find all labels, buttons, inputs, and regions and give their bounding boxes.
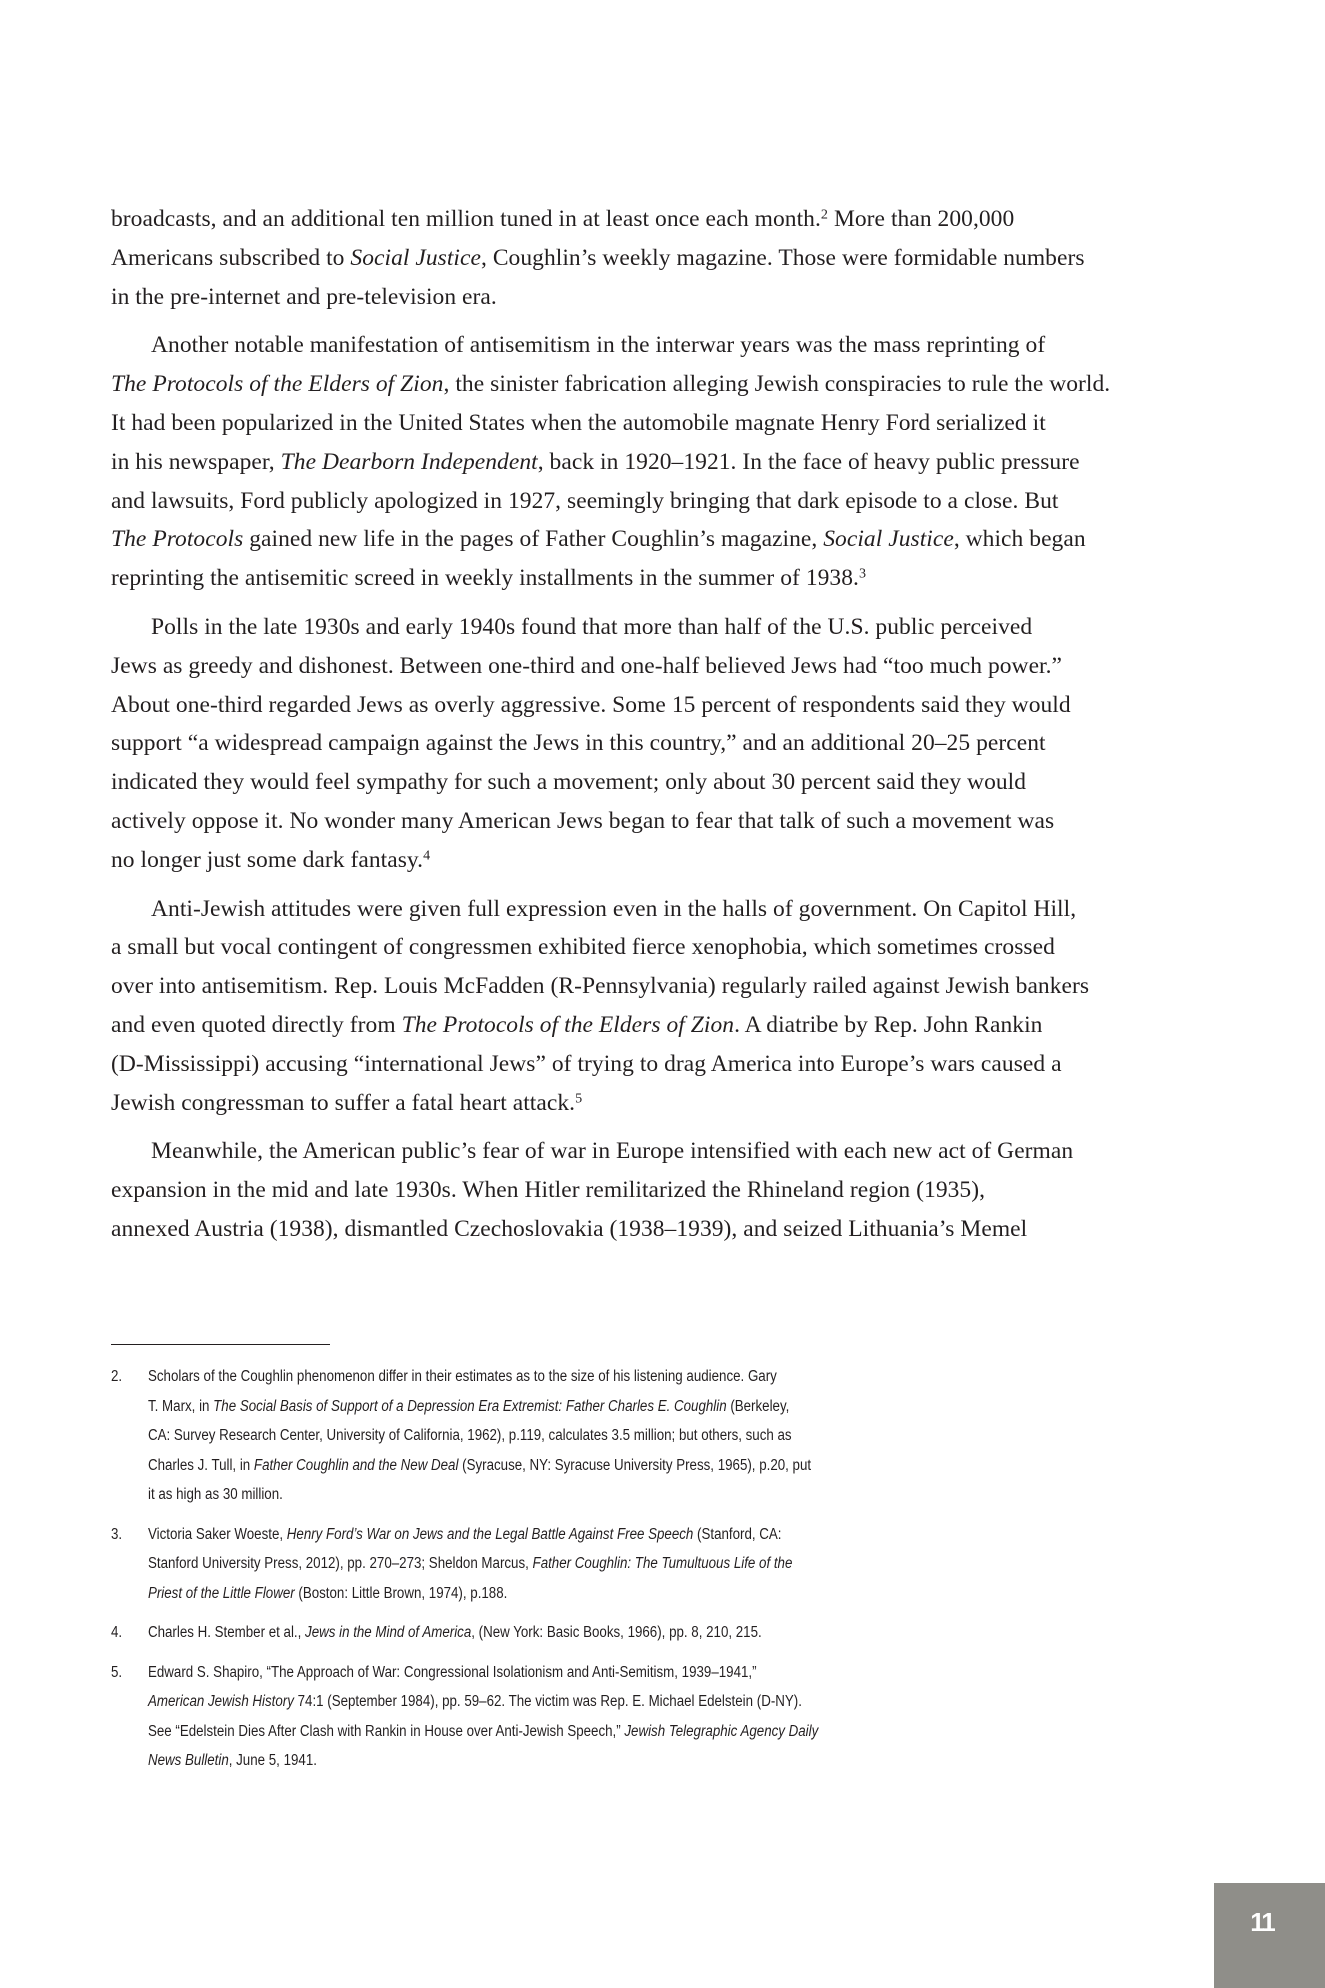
text-line: [111, 278, 1211, 317]
text-run: annexed Austria (1938), dismantled Czechoslovakia (1938–1939), and seized Lithuania’s Memel: [111, 1215, 1028, 1242]
text-run: reprinting the antisemitic screed in weekly installments in the summer of 1938.: [111, 565, 859, 592]
text-run: (Berkeley,: [726, 1397, 790, 1415]
body-text: [111, 200, 1211, 1259]
footnote-reference: 3: [858, 565, 867, 582]
text-line: [111, 1210, 1211, 1249]
footnote-line: [148, 1618, 885, 1648]
text-line: [111, 890, 1211, 929]
page-number: 11: [1250, 1907, 1274, 1937]
text-run: in his newspaper,: [111, 448, 281, 475]
footnote-line: [148, 1421, 885, 1451]
footnote-line: [148, 1451, 885, 1481]
text-run: More than 200,000: [828, 206, 1015, 232]
text-line: [111, 967, 1211, 1006]
text-run: indicated they would feel sympathy for such a movement; only about 30 percent said they would: [111, 769, 1027, 796]
text-run: (D-Mississippi) accusing “international Jews” of trying to drag America into Europe’s wars caused a: [111, 1050, 1062, 1077]
footnote: [111, 1520, 885, 1609]
footnote-number: 2.: [111, 1368, 123, 1385]
text-run: , which began: [953, 526, 1086, 553]
text-line: [111, 1171, 1211, 1210]
text-line: [111, 365, 1211, 404]
text-run: broadcasts, and an additional ten million tuned in at least once each month.: [111, 206, 821, 232]
text-run: Charles H. Stember et al.,: [147, 1624, 306, 1641]
paragraph: [111, 200, 1211, 316]
italic-title: The Protocols: [111, 526, 244, 553]
text-line: [111, 200, 1211, 239]
footnote: [111, 1618, 885, 1648]
text-line: [111, 443, 1211, 482]
text-run: T. Marx, in: [147, 1397, 214, 1415]
text-run: Charles J. Tull, in: [147, 1456, 254, 1474]
page-number-box: [1214, 1883, 1325, 1988]
text-run: . A diatribe by Rep. John Rankin: [734, 1011, 1043, 1038]
footnote-reference: 2: [820, 206, 829, 223]
text-run: (Syracuse, NY: Syracuse University Press, 1965), p.20, put: [458, 1456, 812, 1474]
footnote-line: [148, 1549, 885, 1579]
paragraph: [111, 326, 1211, 598]
footnote-line: [148, 1520, 885, 1550]
text-line: [111, 1006, 1211, 1045]
footnote: [111, 1658, 885, 1776]
text-line: [111, 802, 1211, 841]
text-run: (Stanford, CA:: [693, 1525, 782, 1543]
paragraph: [111, 890, 1211, 1123]
text-run: , June 5, 1941.: [228, 1752, 317, 1769]
text-line: [111, 559, 1211, 598]
footnote-number: 4.: [111, 1624, 123, 1641]
text-run: support “a widespread campaign against the Jews in this country,” and an additional 20–25 percent: [111, 730, 1046, 757]
italic-title: Henry Ford’s War on Jews and the Legal Battle Against Free Speech: [286, 1525, 694, 1543]
text-line: [111, 841, 1211, 880]
text-line: [111, 1084, 1211, 1123]
text-run: 74:1 (September 1984), pp. 59–62. The victim was Rep. E. Michael Edelstein (D-NY).: [293, 1693, 802, 1710]
text-run: Scholars of the Coughlin phenomenon differ in their estimates as to the size of his listening audience. Gary: [147, 1368, 777, 1385]
italic-title: American Jewish History: [147, 1693, 294, 1710]
text-run: Meanwhile, the American public’s fear of war in Europe intensified with each new act of German: [151, 1138, 1074, 1165]
text-line: [111, 686, 1211, 725]
italic-title: News Bulletin: [147, 1752, 229, 1769]
text-line: [111, 763, 1211, 802]
text-run: actively oppose it. No wonder many American Jews began to fear that talk of such a movement was: [111, 807, 1055, 834]
text-run: it as high as 30 million.: [147, 1486, 283, 1503]
italic-title: Social Justice: [823, 526, 954, 553]
footnote: [111, 1362, 885, 1510]
text-run: over into antisemitism. Rep. Louis McFadden (R-Pennsylvania) regularly railed against Jewish bankers: [111, 973, 1090, 1000]
text-line: [111, 326, 1211, 365]
footnote-line: [148, 1362, 885, 1392]
italic-title: The Protocols of the Elders of Zion: [401, 1011, 735, 1038]
italic-title: Father Coughlin and the New Deal: [253, 1456, 459, 1474]
paragraph: [111, 1132, 1211, 1248]
text-run: About one-third regarded Jews as overly aggressive. Some 15 percent of respondents said they would: [111, 691, 1071, 718]
text-line: [111, 928, 1211, 967]
footnote-line: [148, 1579, 885, 1609]
footnote-reference: 5: [575, 1089, 583, 1106]
text-run: Jewish congressman to suffer a fatal heart attack.: [111, 1089, 576, 1116]
footnote-line: [148, 1392, 885, 1422]
text-line: [111, 482, 1211, 521]
text-line: [111, 404, 1211, 443]
text-line: [111, 1132, 1211, 1171]
paragraph: [111, 608, 1211, 880]
footnote-line: [148, 1717, 885, 1747]
italic-title: The Protocols of the Elders of Zion: [111, 371, 444, 398]
text-line: [111, 608, 1211, 647]
text-line: [111, 520, 1211, 559]
footnote-line: [148, 1687, 885, 1717]
footnote-reference: 4: [423, 847, 431, 863]
text-line: [111, 724, 1211, 763]
italic-title: Social Justice: [350, 244, 481, 271]
text-run: gained new life in the pages of Father Coughlin’s magazine,: [243, 526, 824, 553]
footnote-separator: [111, 1344, 330, 1345]
text-run: in the pre-internet and pre-television era.: [111, 283, 497, 310]
footnote-number: 5.: [111, 1663, 123, 1681]
italic-title: The Dearborn Independent: [280, 448, 538, 475]
footnotes: [111, 1362, 885, 1786]
italic-title: Jewish Telegraphic Agency Daily: [624, 1722, 819, 1740]
italic-title: Priest of the Little Flower: [147, 1584, 295, 1602]
text-run: See “Edelstein Dies After Clash with Rankin in House over Anti-Jewish Speech,”: [147, 1722, 625, 1740]
text-run: , (New York: Basic Books, 1966), pp. 8, 210, 215.: [471, 1624, 762, 1641]
italic-title: The Social Basis of Support of a Depression Era Extremist: Father Charles E. Coughlin: [213, 1397, 727, 1415]
text-run: , back in 1920–1921. In the face of heavy public pressure: [537, 448, 1080, 475]
text-run: Jews as greedy and dishonest. Between one-third and one-half believed Jews had “too much power.”: [111, 652, 1063, 679]
footnote-number: 3.: [111, 1525, 123, 1543]
text-run: a small but vocal contingent of congressmen exhibited fierce xenophobia, which sometimes crossed: [111, 934, 1055, 961]
text-line: [111, 239, 1211, 278]
footnote-line: [148, 1480, 885, 1510]
text-run: , Coughlin’s weekly magazine. Those were formidable numbers: [480, 244, 1085, 271]
text-run: It had been popularized in the United States when the automobile magnate Henry Ford serialized it: [111, 409, 1046, 436]
text-run: Edward S. Shapiro, “The Approach of War: Congressional Isolationism and Anti-Semitism, 1939–1941,”: [147, 1663, 757, 1681]
text-run: , the sinister fabrication alleging Jewish conspiracies to rule the world.: [443, 371, 1111, 398]
text-run: no longer just some dark fantasy.: [111, 846, 424, 873]
text-run: Another notable manifestation of antisemitism in the interwar years was the mass reprinting of: [151, 332, 1046, 359]
text-run: Anti-Jewish attitudes were given full expression even in the halls of government. On Capitol Hill,: [151, 895, 1077, 922]
text-run: Polls in the late 1930s and early 1940s found that more than half of the U.S. public perceived: [151, 613, 1033, 640]
text-run: and even quoted directly from: [111, 1011, 402, 1038]
italic-title: Jews in the Mind of America: [305, 1624, 472, 1641]
text-run: and lawsuits, Ford publicly apologized in 1927, seemingly bringing that dark episode to a close. But: [111, 487, 1059, 514]
text-run: expansion in the mid and late 1930s. When Hitler remilitarized the Rhineland region (1935),: [111, 1177, 986, 1204]
footnote-line: [148, 1658, 885, 1688]
text-run: (Boston: Little Brown, 1974), p.188.: [294, 1584, 508, 1602]
text-line: [111, 647, 1211, 686]
text-run: Stanford University Press, 2012), pp. 270–273; Sheldon Marcus,: [147, 1555, 533, 1572]
text-line: [111, 1045, 1211, 1084]
text-run: Victoria Saker Woeste,: [147, 1525, 287, 1543]
italic-title: Father Coughlin: The Tumultuous Life of the: [532, 1555, 793, 1572]
text-run: CA: Survey Research Center, University of California, 1962), p.119, calculates 3.5 million; but others, such as: [147, 1427, 792, 1444]
text-run: Americans subscribed to: [111, 244, 351, 271]
footnote-line: [148, 1746, 885, 1776]
